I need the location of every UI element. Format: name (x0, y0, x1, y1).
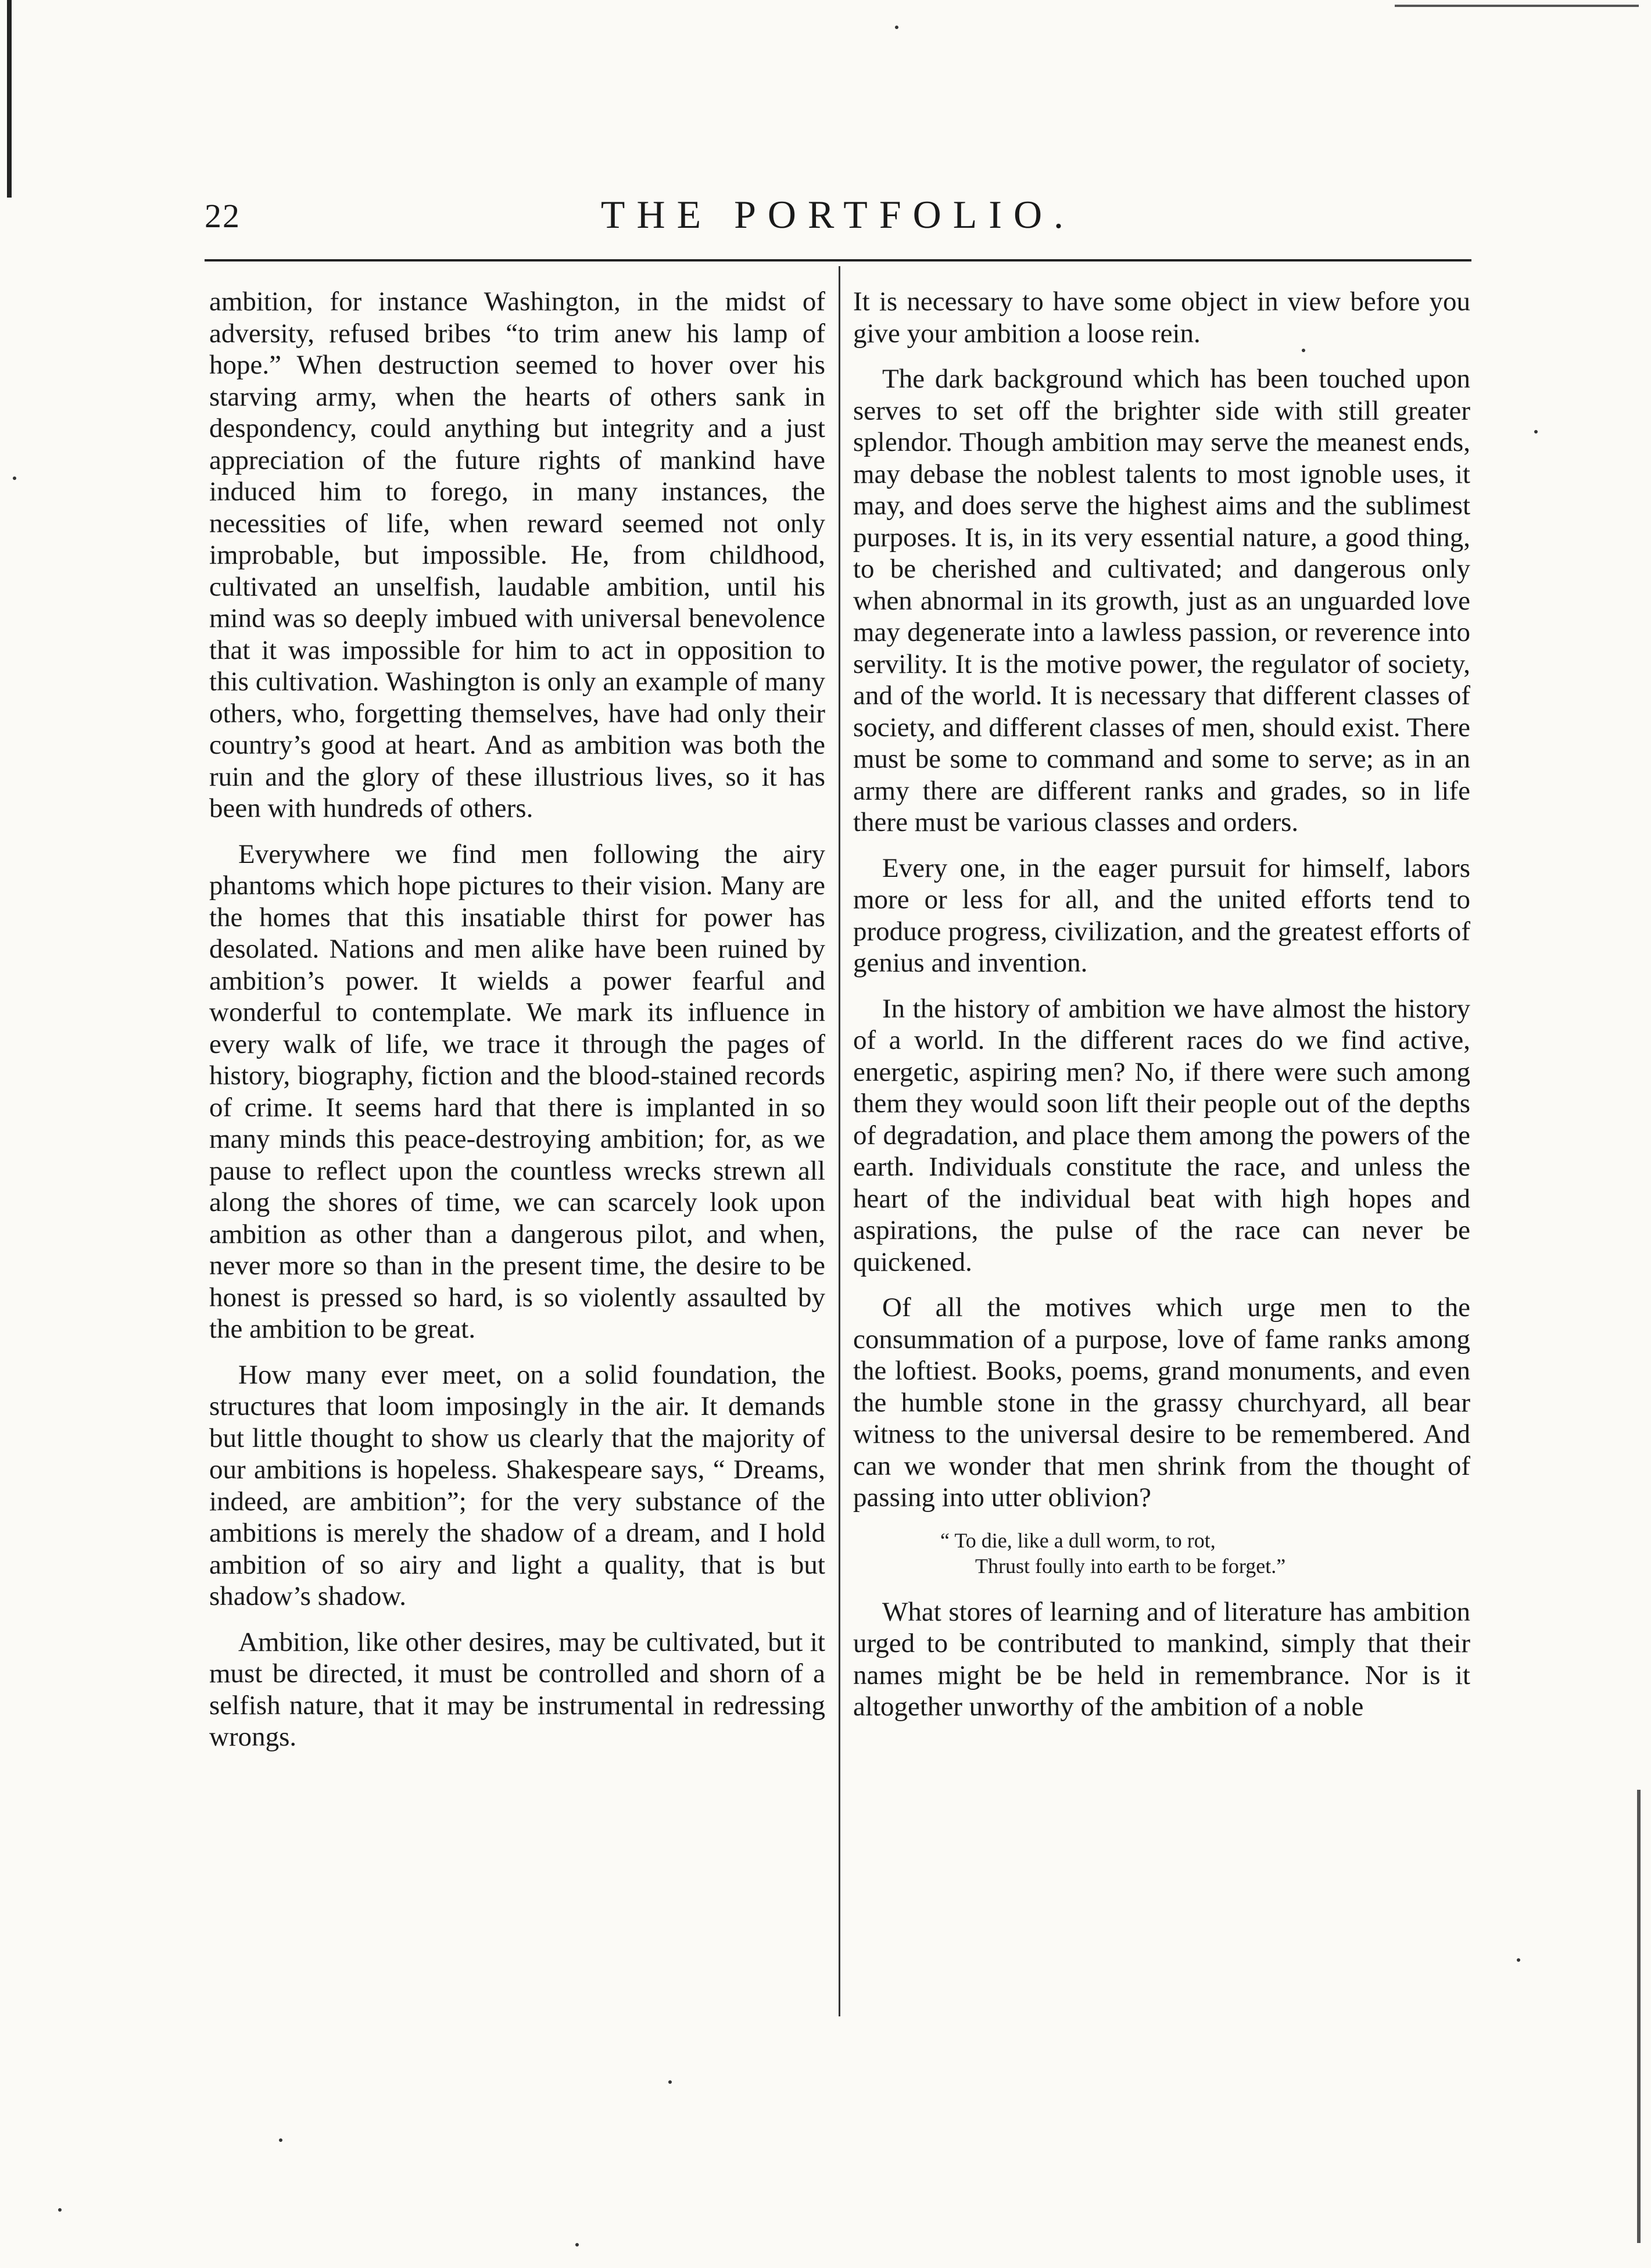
page-edge-mark (1637, 1790, 1641, 2243)
verse-line: Thrust foully into earth to be forget.” (975, 1554, 1286, 1578)
print-speck (1517, 1958, 1520, 1962)
paragraph: ambition, for instance Washington, in the midst of adversity, refused bribes “to trim anew his lamp of hope.” When destruction seemed to hover over his starving army, when the hearts of others sank in despondency, could anything but integrity and a just appreciation of the future rights of mankind have induced him to forego, in many instances, the necessities of life, when reward seemed not only improbable, but impossible. He, from childhood, cultivated an unselfish, laudable ambition, until his mind was so deeply imbued with universal benevolence that it was impossible for him to act in opposition to this cultivation. Washington is only an example of many others, who, forgetting themselves, have had only their country’s good at heart. And as ambition was both the ruin and the glory of these illustrious lives, so it has been with hundreds of others. (209, 286, 825, 823)
running-title: THE PORTFOLIO. (600, 192, 1076, 237)
paragraph: Every one, in the eager pursuit for himself, labors more or less for all, and the united efforts tend to produce progress, civilization, and the greatest efforts of genius and invention. (853, 852, 1470, 978)
paragraph: Of all the motives which urge men to the consummation of a purpose, love of fame ranks among the loftiest. Books, poems, grand monuments, and even the humble stone in the grassy churchyard, all bear witness to the universal desire to be remembered. And can we wonder that men shrink from the thought of passing into utter oblivion? (853, 1292, 1470, 1513)
header-rule (205, 259, 1471, 261)
print-speck (58, 2208, 62, 2212)
print-speck (895, 26, 898, 29)
paragraph: In the history of ambition we have almost the history of a world. In the different races do we find active, energetic, aspiring men? No, if there were such among them they would soon lift their people out of the depths of degradation, and place them among the powers of the earth. Individuals constitute the race, and unless the heart of the individual beat with high hopes and aspirations, the pulse of the race can never be quickened. (853, 993, 1470, 1277)
verse-quotation (853, 1528, 1470, 1579)
column-divider (839, 266, 840, 2016)
paragraph: Ambition, like other desires, may be cultivated, but it must be directed, it must be controlled and shorn of a selfish nature, that it may be instrumental in redressing wrongs. (209, 1626, 825, 1752)
print-speck (13, 476, 16, 480)
paragraph: Everywhere we find men following the airy phantoms which hope pictures to their vision. Many are the homes that this insatiable thirst for power has desolated. Nations and men alike have been ruined by ambition’s power. It wields a power fearful and wonderful to contemplate. We mark its influence in every walk of life, we trace it through the pages of history, biography, fiction and the blood-stained records of crime. It seems hard that there is implanted in so many minds this peace-destroying ambition; for, as we pause to reflect upon the countless wrecks strewn all along the shores of time, we can scarcely look upon ambition as other than a dangerous pilot, and when, never more so than in the present time, the desire to be honest is pressed so hard, is so violently assaulted by the ambition to be great. (209, 839, 825, 1344)
right-column (853, 286, 1470, 1737)
verse-line: “ To die, like a dull worm, to rot, (940, 1528, 1216, 1552)
print-speck (668, 2080, 672, 2084)
paragraph: The dark background which has been touched upon serves to set off the brighter side with still greater splendor. Though ambition may serve the meanest ends, may debase the noblest talents to most ignoble uses, it may, and does serve the highest aims and the sublimest purposes. It is, in its very essential nature, a good thing, to be cherished and cultivated; and dangerous only when abnormal in its growth, just as an unguarded love may degenerate into a lawless passion, or reverence into servility. It is the motive power, the regulator of society, and of the world. It is necessary that different classes of society, and different classes of men, should exist. There must be some to command and some to serve; as in an army there are different ranks and grades, so in life there must be various classes and orders. (853, 364, 1470, 837)
print-speck (1302, 349, 1305, 352)
page-header (205, 186, 1471, 250)
print-speck (575, 2243, 579, 2246)
paragraph: How many ever meet, on a solid foundation, the structures that loom imposingly in the air. It demands but little thought to show us clearly that the majority of our ambitions is hopeless. Shakespeare says, “ Dreams, indeed, are ambition”; for the very substance of the ambitions is merely the shadow of a dream, and I hold ambition of so airy and light a quality, that is but shadow’s shadow. (209, 1359, 825, 1611)
print-speck (1534, 430, 1538, 433)
page-number: 22 (205, 197, 241, 235)
left-column (209, 286, 825, 1767)
page-edge-mark (1395, 5, 1639, 7)
paragraph: It is necessary to have some object in view before you give your ambition a loose rein. (853, 286, 1470, 349)
print-speck (279, 2138, 282, 2142)
page-edge-mark (7, 0, 12, 198)
paragraph: What stores of learning and of literature has ambition urged to be contributed to mankind, simply that their names might be be held in remembrance. Nor is it altogether unworthy of the ambition of a noble (853, 1596, 1470, 1722)
